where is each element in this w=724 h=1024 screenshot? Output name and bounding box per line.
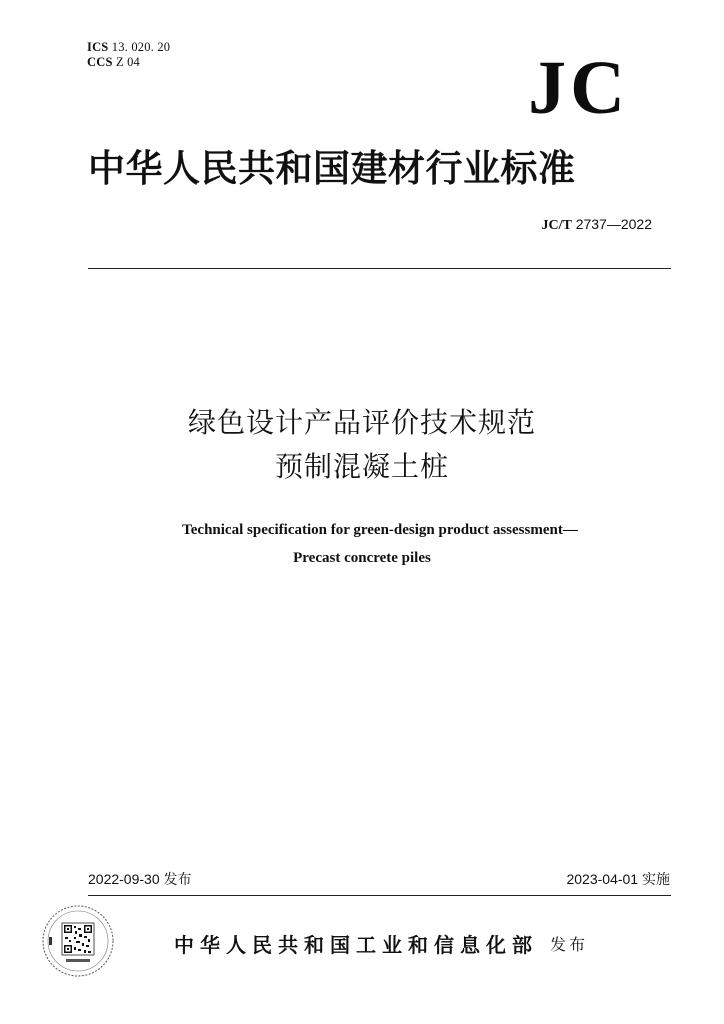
english-title-line-2: Precast concrete piles (293, 550, 431, 566)
publisher-name: 中华人民共和国工业和信息化部 (174, 933, 538, 957)
jc-logo: JC (528, 46, 629, 130)
qr-code-stamp-icon (40, 903, 116, 979)
standard-number-code: 2737—2022 (575, 216, 652, 232)
english-title-line-1: Technical specification for green-design product assessment— (182, 522, 578, 538)
implementation-date: 2023-04-01 实施 (566, 871, 670, 887)
ics-code (87, 39, 170, 55)
chinese-title-line-1: 绿色设计产品评价技术规范 (187, 406, 536, 439)
standard-number-prefix: JC/T (541, 218, 572, 233)
ccs-value: Z 04 (115, 55, 140, 69)
standard-category-heading: 中华人民共和国建材行业标准 (88, 146, 576, 190)
ccs-code (87, 54, 140, 70)
standard-number (541, 215, 652, 235)
chinese-title-line-2: 预制混凝土桩 (274, 450, 449, 483)
ics-label: ICS (87, 40, 109, 54)
footer-divider (88, 895, 671, 896)
header-divider (88, 268, 671, 269)
issue-date: 2022-09-30 发布 (88, 871, 192, 887)
ccs-label: CCS (87, 55, 113, 69)
publish-label: 发布 (550, 935, 589, 954)
ics-value: 13. 020. 20 (111, 40, 171, 54)
